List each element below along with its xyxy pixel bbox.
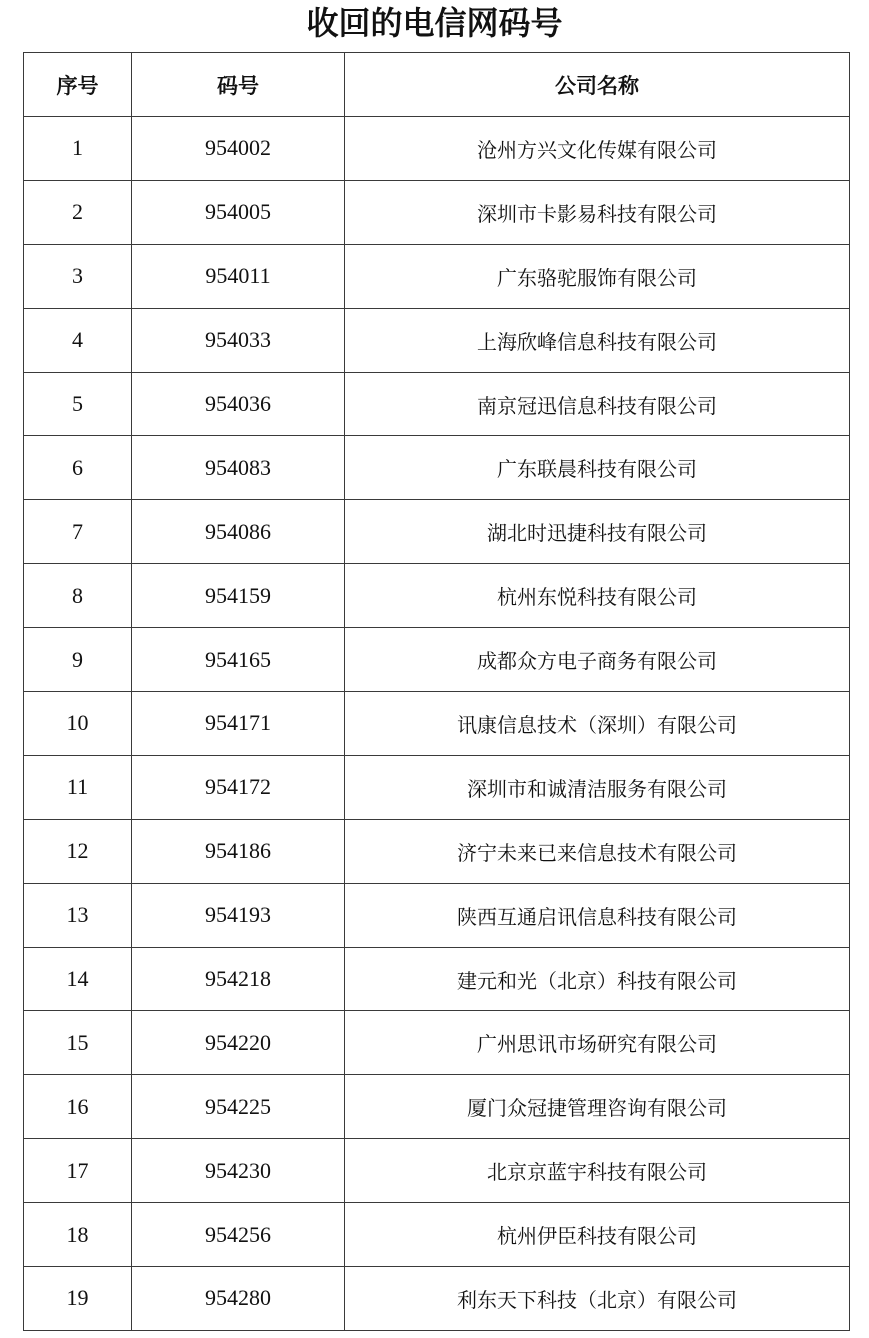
table-row bbox=[24, 436, 850, 500]
cell-index: 4 bbox=[24, 308, 132, 372]
table-row bbox=[24, 1267, 850, 1331]
cell-company: 广东联晨科技有限公司 bbox=[345, 436, 850, 500]
cell-company: 利东天下科技（北京）有限公司 bbox=[345, 1267, 850, 1331]
table-row bbox=[24, 1203, 850, 1267]
table-row bbox=[24, 755, 850, 819]
cell-code: 954086 bbox=[132, 500, 345, 564]
cell-code: 954036 bbox=[132, 372, 345, 436]
table-row bbox=[24, 117, 850, 181]
header-company: 公司名称 bbox=[345, 53, 850, 117]
cell-company: 南京冠迅信息科技有限公司 bbox=[345, 372, 850, 436]
cell-index: 17 bbox=[24, 1139, 132, 1203]
cell-code: 954033 bbox=[132, 308, 345, 372]
cell-code: 954171 bbox=[132, 692, 345, 756]
header-index: 序号 bbox=[24, 53, 132, 117]
table-row bbox=[24, 947, 850, 1011]
cell-index: 14 bbox=[24, 947, 132, 1011]
cell-index: 8 bbox=[24, 564, 132, 628]
cell-company: 湖北时迅捷科技有限公司 bbox=[345, 500, 850, 564]
table-row bbox=[24, 308, 850, 372]
cell-company: 成都众方电子商务有限公司 bbox=[345, 628, 850, 692]
cell-code: 954280 bbox=[132, 1267, 345, 1331]
cell-code: 954230 bbox=[132, 1139, 345, 1203]
cell-index: 15 bbox=[24, 1011, 132, 1075]
cell-index: 2 bbox=[24, 180, 132, 244]
table-row bbox=[24, 1075, 850, 1139]
cell-code: 954011 bbox=[132, 244, 345, 308]
cell-code: 954186 bbox=[132, 819, 345, 883]
cell-company: 上海欣峰信息科技有限公司 bbox=[345, 308, 850, 372]
cell-code: 954002 bbox=[132, 117, 345, 181]
cell-index: 1 bbox=[24, 117, 132, 181]
cell-index: 5 bbox=[24, 372, 132, 436]
cell-company: 北京京蓝宇科技有限公司 bbox=[345, 1139, 850, 1203]
cell-code: 954193 bbox=[132, 883, 345, 947]
cell-code: 954159 bbox=[132, 564, 345, 628]
cell-code: 954218 bbox=[132, 947, 345, 1011]
cell-company: 杭州东悦科技有限公司 bbox=[345, 564, 850, 628]
cell-company: 杭州伊臣科技有限公司 bbox=[345, 1203, 850, 1267]
cell-index: 18 bbox=[24, 1203, 132, 1267]
page-title: 收回的电信网码号 bbox=[306, 4, 563, 42]
cell-code: 954172 bbox=[132, 755, 345, 819]
cell-company: 广东骆驼服饰有限公司 bbox=[345, 244, 850, 308]
table-row bbox=[24, 244, 850, 308]
table-row bbox=[24, 692, 850, 756]
table-row bbox=[24, 628, 850, 692]
cell-company: 建元和光（北京）科技有限公司 bbox=[345, 947, 850, 1011]
cell-code: 954225 bbox=[132, 1075, 345, 1139]
cell-index: 3 bbox=[24, 244, 132, 308]
cell-code: 954220 bbox=[132, 1011, 345, 1075]
cell-code: 954005 bbox=[132, 180, 345, 244]
number-table bbox=[23, 52, 850, 1331]
cell-company: 济宁未来已来信息技术有限公司 bbox=[345, 819, 850, 883]
table-body bbox=[24, 117, 850, 1331]
cell-index: 12 bbox=[24, 819, 132, 883]
cell-index: 16 bbox=[24, 1075, 132, 1139]
table-row bbox=[24, 883, 850, 947]
cell-company: 沧州方兴文化传媒有限公司 bbox=[345, 117, 850, 181]
table-row bbox=[24, 372, 850, 436]
table-header-row bbox=[24, 53, 850, 117]
cell-company: 厦门众冠捷管理咨询有限公司 bbox=[345, 1075, 850, 1139]
cell-index: 19 bbox=[24, 1267, 132, 1331]
cell-index: 11 bbox=[24, 755, 132, 819]
cell-index: 9 bbox=[24, 628, 132, 692]
table-row bbox=[24, 180, 850, 244]
cell-company: 深圳市和诚清洁服务有限公司 bbox=[345, 755, 850, 819]
cell-code: 954083 bbox=[132, 436, 345, 500]
table-row bbox=[24, 564, 850, 628]
table-row bbox=[24, 1011, 850, 1075]
cell-company: 讯康信息技术（深圳）有限公司 bbox=[345, 692, 850, 756]
cell-company: 陕西互通启讯信息科技有限公司 bbox=[345, 883, 850, 947]
cell-index: 13 bbox=[24, 883, 132, 947]
cell-code: 954165 bbox=[132, 628, 345, 692]
cell-index: 6 bbox=[24, 436, 132, 500]
table-row bbox=[24, 500, 850, 564]
header-code: 码号 bbox=[132, 53, 345, 117]
cell-code: 954256 bbox=[132, 1203, 345, 1267]
cell-company: 广州思讯市场研究有限公司 bbox=[345, 1011, 850, 1075]
cell-index: 10 bbox=[24, 692, 132, 756]
cell-company: 深圳市卡影易科技有限公司 bbox=[345, 180, 850, 244]
cell-index: 7 bbox=[24, 500, 132, 564]
table-row bbox=[24, 1139, 850, 1203]
table-row bbox=[24, 819, 850, 883]
